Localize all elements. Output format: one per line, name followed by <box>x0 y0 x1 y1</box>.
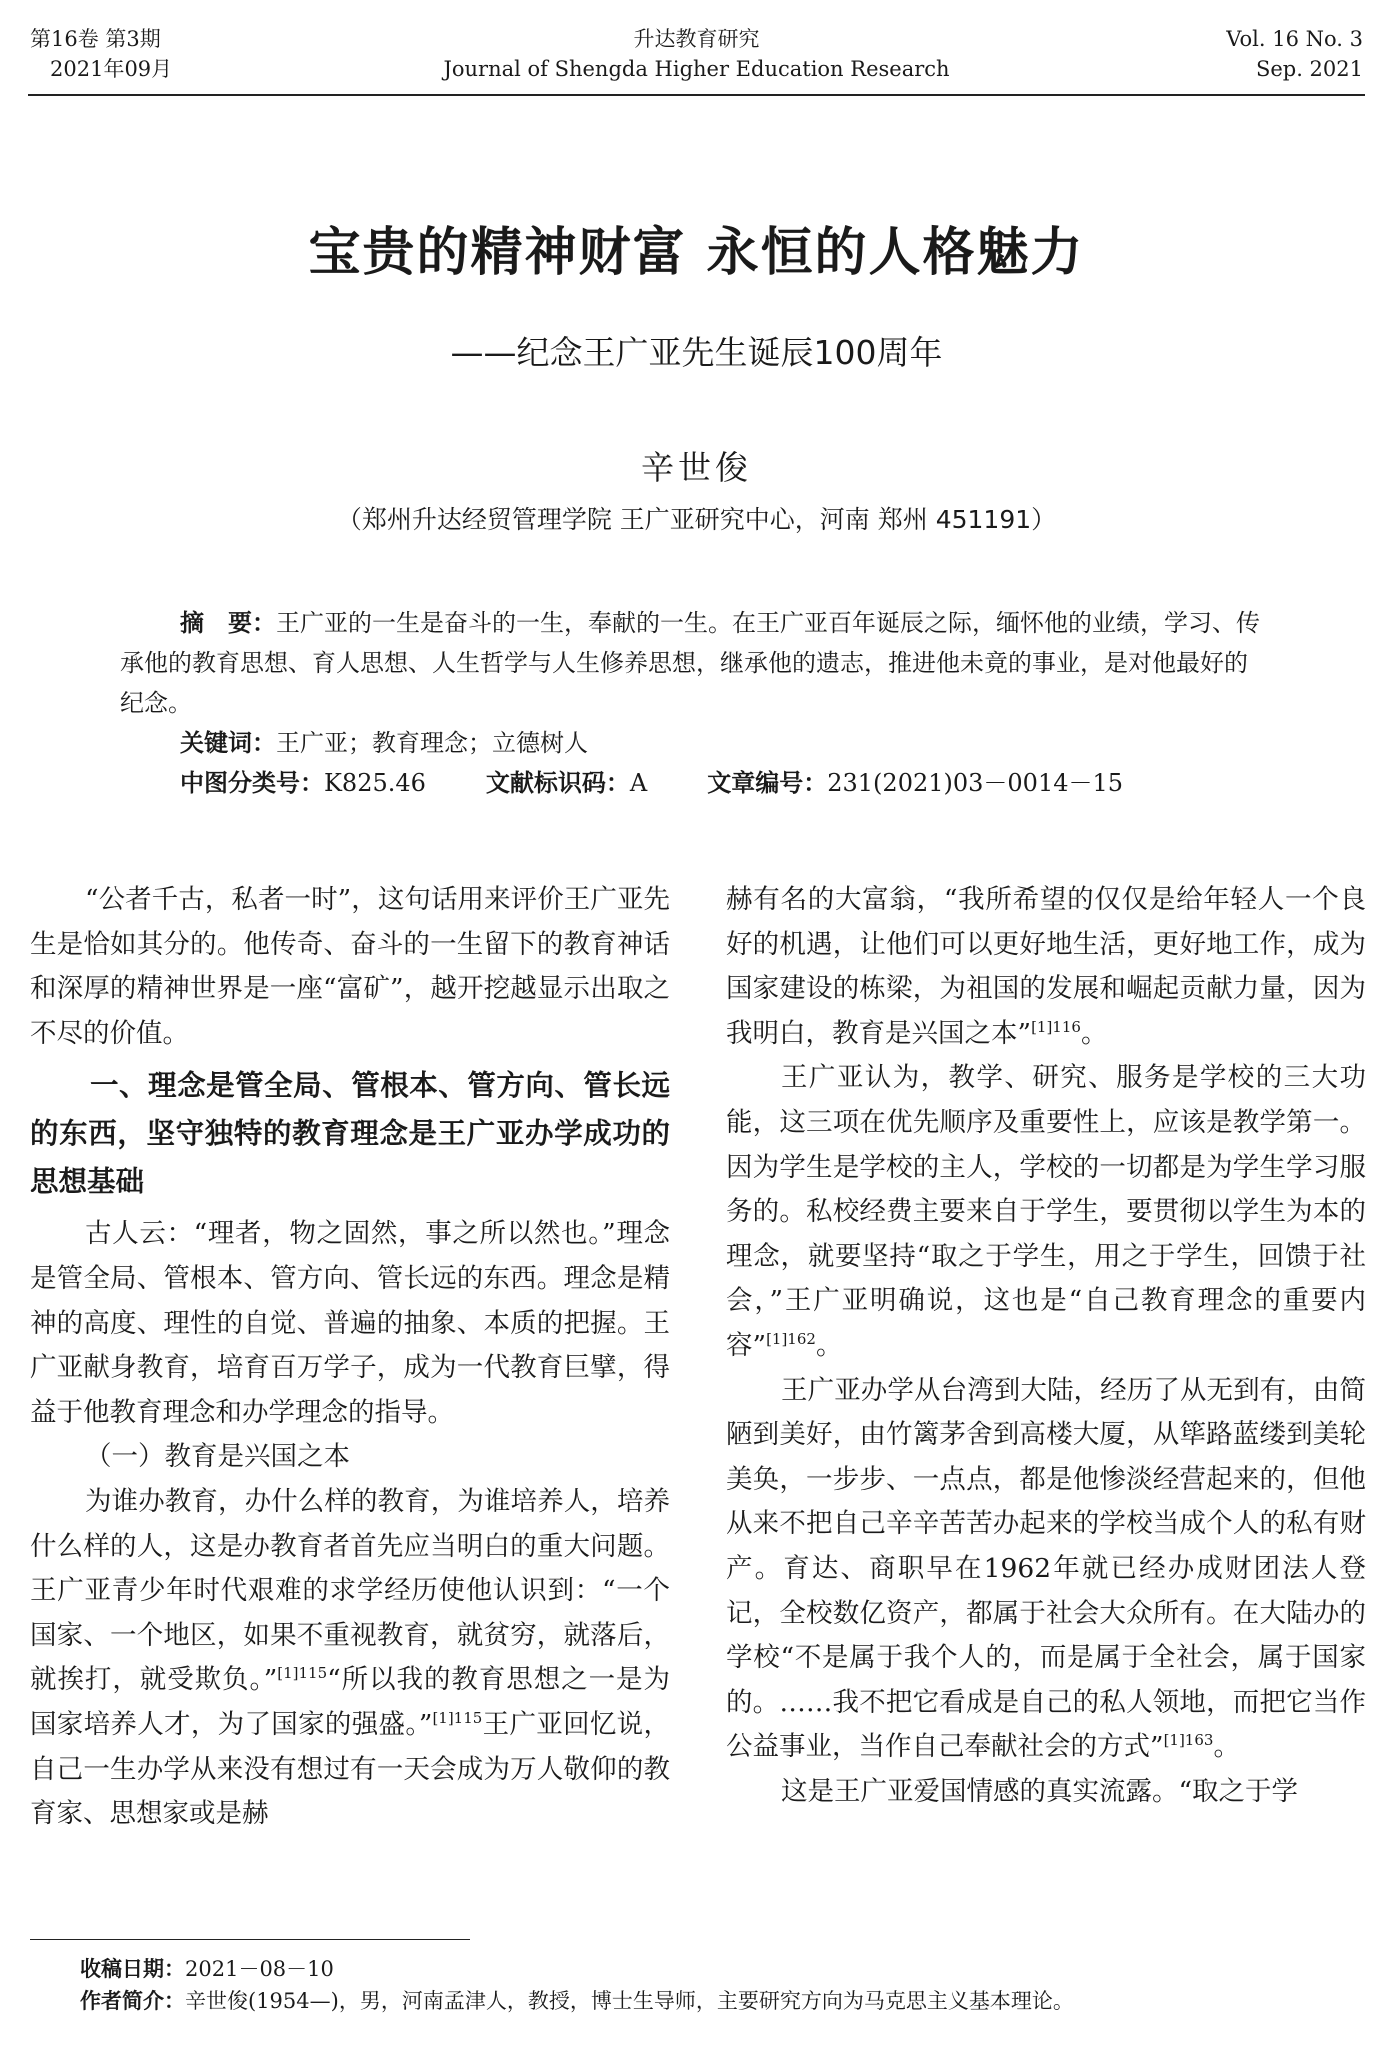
citation-reference: [1]116 <box>1031 1017 1081 1036</box>
keywords-line <box>120 723 1270 763</box>
author-affiliation: （郑州升达经贸管理学院 王广亚研究中心，河南 郑州 451191） <box>336 505 1057 534</box>
document-code-label: 文献标识码： <box>485 769 630 797</box>
body-text: 王广亚认为，教学、研究、服务是学校的三大功能，这三项在优先顺序及重要性上，应该是教学第一。因为学生是学校的主人，学校的一切都是为学生学习服务的。私校经费主要来自于学生，要贯彻以学生为本的理念，就要坚持“取之于学生，用之于学生，回馈于社会，”王广亚明确说，这也是“自己教育理念的重要内容” <box>726 1062 1366 1361</box>
footnote-rule <box>30 1939 470 1940</box>
volume-issue-en: Vol. 16 No. 3 <box>1226 27 1363 51</box>
abstract-paragraph <box>120 603 1270 723</box>
running-header-center <box>0 24 1393 84</box>
subsection-heading-1: （一）教育是兴国之本 <box>85 1441 350 1473</box>
citation-reference: [1]163 <box>1163 1731 1214 1750</box>
article-subtitle: ——纪念王广亚先生诞辰100周年 <box>450 333 943 372</box>
body-paragraph: 这是王广亚爱国情感的真实流露。“取之于学 <box>781 1775 1299 1807</box>
author-bio-label: 作者简介： <box>80 1989 185 2013</box>
body-text: 。 <box>1080 1017 1108 1049</box>
keywords-text: 王广亚；教育理念；立德树人 <box>276 729 588 757</box>
body-column-left <box>30 878 670 1837</box>
body-text: “所以我的教育思想之一是为国家培养人才，为了国家的强盛。” <box>30 1664 670 1740</box>
volume-issue: 第16卷 第3期 <box>30 27 161 51</box>
section-heading-1: 一、理念是管全局、管根本、管方向、管长远的东西，坚守独特的教育理念是王广亚办学成功的思想基础 <box>30 1069 670 1199</box>
body-paragraph <box>726 1056 1366 1368</box>
body-text: 为谁办教育，办什么样的教育，为谁培养人，培养什么样的人，这是办教育者首先应当明白的重大问题。王广亚青少年时代艰难的求学经历使他认识到：“一个国家、一个地区，如果不重视教育，就贫穷，就落后，就挨打，就受欺负。” <box>30 1485 670 1696</box>
article-number-label: 文章编号： <box>707 769 828 797</box>
body-column-right <box>726 878 1366 1814</box>
body-text: 赫有名的大富翁，“我所希望的仅仅是给年轻人一个良好的机遇，让他们可以更好地生活，更好地工作，成为国家建设的栋梁，为祖国的发展和崛起贡献力量，因为我明白，教育是兴国之本” <box>726 884 1366 1049</box>
article-title: 宝贵的精神财富 永恒的人格魅力 <box>308 223 1085 283</box>
clc-value: K825.46 <box>324 769 426 797</box>
received-date: 2021－08－10 <box>185 1957 334 1981</box>
document-code-value: A <box>629 769 648 797</box>
body-text: 王广亚回忆说，自己一生办学从来没有想过有一天会成为万人敬仰的教育家、思想家或是赫 <box>30 1708 670 1830</box>
header-rule <box>28 94 1365 96</box>
abstract-block <box>120 603 1270 803</box>
publication-date: 2021年09月 <box>50 57 173 81</box>
document-code <box>486 763 647 803</box>
author-name: 辛世俊 <box>641 448 752 487</box>
clc-number <box>180 763 426 803</box>
classification-line <box>120 763 1270 803</box>
body-paragraph <box>30 1480 670 1837</box>
clc-label: 中图分类号： <box>180 769 324 797</box>
body-text: 王广亚办学从台湾到大陆，经历了从无到有，由简陋到美好，由竹篱茅舍到高楼大厦，从筚路蓝缕到美轮美奂，一步步、一点点，都是他惨淡经营起来的，但他从来不把自己辛辛苦苦办起来的学校当成个人的私有财产。育达、商职早在1962年就已经办成财团法人登记，全校数亿资产，都属于社会大众所有。在大陆办的学校“不是属于我个人的，而是属于全社会，属于国家的。……我不把它看成是自己的私人领地，而把它当作公益事业，当作自己奉献社会的方式” <box>726 1374 1366 1763</box>
keywords-label: 关键词： <box>180 729 276 757</box>
running-header-right <box>1226 24 1363 84</box>
body-paragraph: 古人云：“理者，物之固然，事之所以然也。”理念是管全局、管根本、管方向、管长远的东西。理念是精神的高度、理性的自觉、普遍的抽象、本质的把握。王广亚献身教育，培育百万学子，成为一代教育巨擘，得益于他教育理念和办学理念的指导。 <box>30 1218 670 1428</box>
article-number-value: 231(2021)03－0014－15 <box>827 769 1124 797</box>
received-label: 收稿日期： <box>80 1957 185 1981</box>
footnote-author-bio <box>80 1986 1360 2016</box>
footnote-received <box>80 1954 1360 1984</box>
citation-reference: [1]115 <box>432 1708 483 1727</box>
abstract-text: 王广亚的一生是奋斗的一生，奉献的一生。在王广亚百年诞辰之际，缅怀他的业绩，学习、传承他的教育思想、育人思想、人生哲学与人生修养思想，继承他的遗志，推进他未竟的事业，是对他最好的纪念。 <box>120 609 1260 717</box>
citation-reference: [1]162 <box>766 1329 816 1348</box>
journal-name-cn: 升达教育研究 <box>633 27 760 51</box>
body-paragraph <box>726 878 1366 1056</box>
body-text: 。 <box>815 1329 843 1361</box>
abstract-label: 摘 要： <box>180 609 276 637</box>
journal-name-en: Journal of Shengda Higher Education Research <box>443 57 950 81</box>
body-text: 。 <box>1213 1731 1240 1763</box>
publication-date-en: Sep. 2021 <box>1255 57 1363 81</box>
body-paragraph <box>726 1369 1366 1770</box>
body-paragraph: “公者千古，私者一时”，这句话用来评价王广亚先生是恰如其分的。他传奇、奋斗的一生留下的教育神话和深厚的精神世界是一座“富矿”，越开挖越显示出取之不尽的价值。 <box>30 884 670 1049</box>
author-bio-text: 辛世俊(1954—)，男，河南孟津人，教授，博士生导师，主要研究方向为马克思主义基本理论。 <box>185 1989 1074 2013</box>
article-number <box>707 763 1123 803</box>
citation-reference: [1]115 <box>277 1664 328 1683</box>
